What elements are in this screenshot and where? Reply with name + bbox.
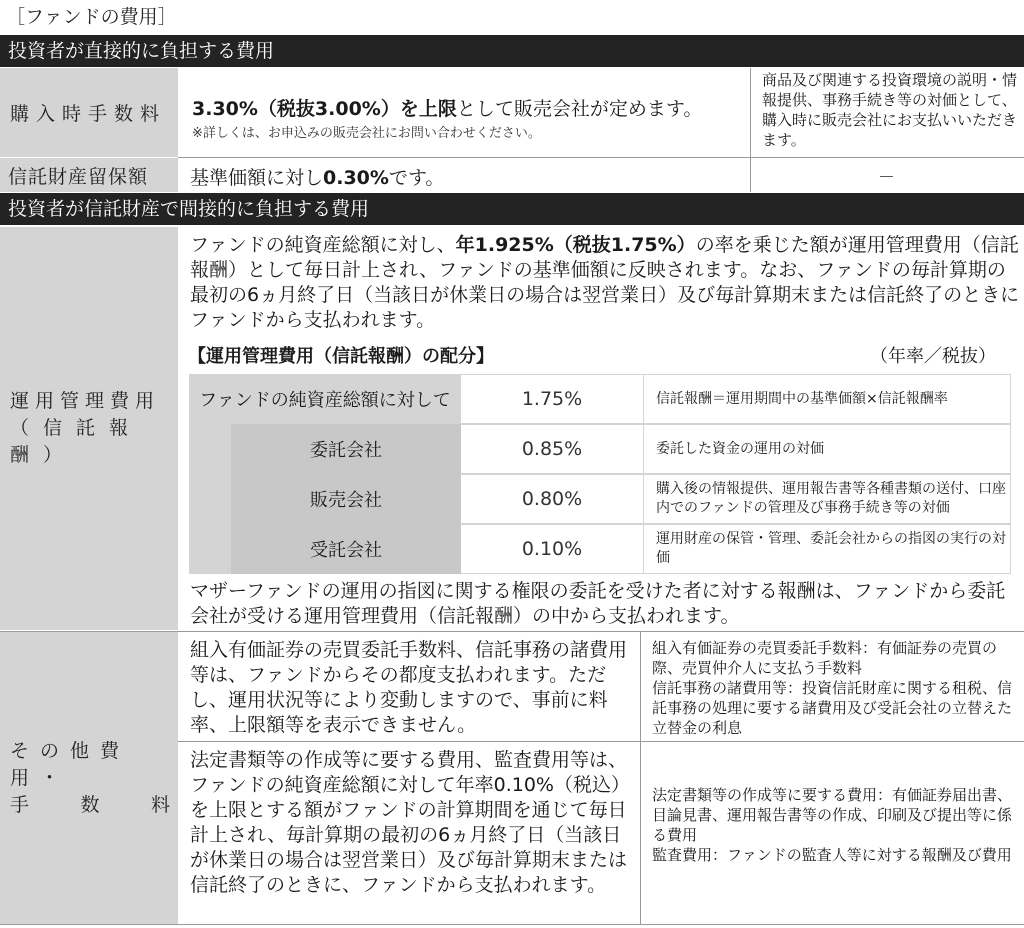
management-fee-text <box>190 233 1020 333</box>
other-fees-label-line1: その他費用・ <box>10 739 131 789</box>
breakdown-description: 運用財産の保管・管理、委託会社からの指図の実行の対価 <box>644 525 1010 573</box>
trust-reserve-text-before: 基準価額に対し <box>190 167 324 189</box>
section-title: ［ファンドの費用］ <box>6 6 177 28</box>
management-fee-text-before: ファンドの純資産総額に対し、 <box>190 234 456 256</box>
breakdown-rate: 1.75% <box>461 375 643 423</box>
other-fees-label-char: 手 <box>10 793 30 816</box>
breakdown-description: 信託報酬＝運用期間中の基準価額×信託報酬率 <box>644 375 1010 423</box>
breakdown-name: 受託会社 <box>310 540 382 561</box>
purchase-fee-content <box>192 94 702 141</box>
divider <box>750 68 751 192</box>
trust-reserve-description: － <box>878 168 895 188</box>
trust-reserve-text-after: です。 <box>388 167 445 189</box>
breakdown-rate: 0.85% <box>461 425 643 473</box>
purchase-fee-description: 商品及び関連する投資環境の説明・情報提供、事務手続き等の対価として、購入時に販売会社にお支払いいただきます。 <box>762 71 1018 149</box>
management-fee-label-line1: 運用管理費用 <box>10 390 161 412</box>
breakdown-title: 【運用管理費用（信託報酬）の配分】 <box>188 346 494 367</box>
divider <box>640 632 641 924</box>
direct-costs-header: 投資者が直接的に負担する費用 <box>0 35 1024 67</box>
breakdown-row-distributor <box>189 474 1011 524</box>
management-fee-rate: 年1.925%（税抜1.75%） <box>455 234 696 256</box>
other-fees-label <box>0 632 178 924</box>
divider <box>178 741 1024 742</box>
other-fees-label-char: 料 <box>150 793 170 816</box>
purchase-fee-note: ※詳しくは、お申込みの販売会社にお問い合わせください。 <box>192 126 541 141</box>
divider <box>178 157 1024 158</box>
purchase-fee-label: 購入時手数料 <box>0 68 178 157</box>
purchase-fee-rate: 3.30%（税抜3.00%）を上限 <box>192 98 457 120</box>
management-fee-footnote: マザーファンドの運用の指図に関する権限の委託を受けた者に対する報酬は、ファンドから委託会社が受ける運用管理費用（信託報酬）の中から支払われます。 <box>190 580 1006 627</box>
breakdown-rate: 0.80% <box>461 475 643 523</box>
management-fee-text-after: の率を乗じた額が運用管理費用（信託報酬）として毎日計上され、ファンドの基準価額に反映されます。なお、ファンドの毎計算期の最初の6ヵ月終了日（当該日が休業日の場合は翌営業日）及び毎計算期末または信託終了のときにファンドから支払われます。 <box>190 234 1020 331</box>
other-fees-item2: 法定書類等の作成等に要する費用、監査費用等は、ファンドの純資産総額に対して年率0.10%（税込）を上限とする額がファンドの計算期間を通じて毎日計上され、毎計算期の最初の6ヵ月終了日（当該日が休業日の場合は翌営業日）及び毎計算期末または信託終了のときに、ファンドから支払われます。 <box>190 749 630 896</box>
breakdown-row-total <box>189 374 1011 424</box>
divider <box>0 924 1024 925</box>
management-fee-label-line2: （信託報酬） <box>10 417 143 466</box>
breakdown-name: 販売会社 <box>310 490 382 511</box>
breakdown-rate: 0.10% <box>461 525 643 573</box>
breakdown-row-trustee <box>189 524 1011 574</box>
purchase-fee-text-tail: として販売会社が定めます。 <box>456 98 703 120</box>
breakdown-unit: （年率／税抜） <box>870 346 996 367</box>
breakdown-name: ファンドの純資産総額に対して <box>199 390 451 411</box>
trust-reserve-label: 信託財産留保額 <box>0 158 178 192</box>
other-fees-item1: 組入有価証券の売買委託手数料、信託事務の諸費用等は、ファンドからその都度支払われます。ただし、運用状況等により変動しますので、事前に料率、上限額等を表示できません。 <box>190 639 628 736</box>
other-fees-item1-description: 組入有価証券の売買委託手数料：有価証券の売買の際、売買仲介人に支払う手数料 信託事務の諸費用等：投資信託財産に関する租税、信託事務の処理に要する諸費用及び受託会社の立替えた立替金の利息 <box>652 639 1013 737</box>
other-fees-label-line2 <box>10 792 170 819</box>
indirect-costs-header: 投資者が信託財産で間接的に負担する費用 <box>0 193 1024 225</box>
trust-reserve-rate: 0.30% <box>323 167 389 189</box>
breakdown-table <box>189 374 1011 574</box>
breakdown-row-manager <box>189 424 1011 474</box>
purchase-fee-text <box>192 94 702 121</box>
other-fees-item2-description: 法定書類等の作成等に要する費用：有価証券届出書、目論見書、運用報告書等の作成、印刷及び提出等に係る費用 監査費用：ファンドの監査人等に対する報酬及び費用 <box>652 786 1013 864</box>
other-fees-label-char: 数 <box>80 793 100 816</box>
breakdown-name: 委託会社 <box>310 440 382 461</box>
management-fee-label <box>0 227 178 630</box>
breakdown-description: 購入後の情報提供、運用報告書等各種書類の送付、口座内でのファンドの管理及び事務手続き等の対価 <box>644 475 1010 523</box>
trust-reserve-content <box>190 163 444 190</box>
breakdown-description: 委託した資金の運用の対価 <box>644 425 1010 473</box>
